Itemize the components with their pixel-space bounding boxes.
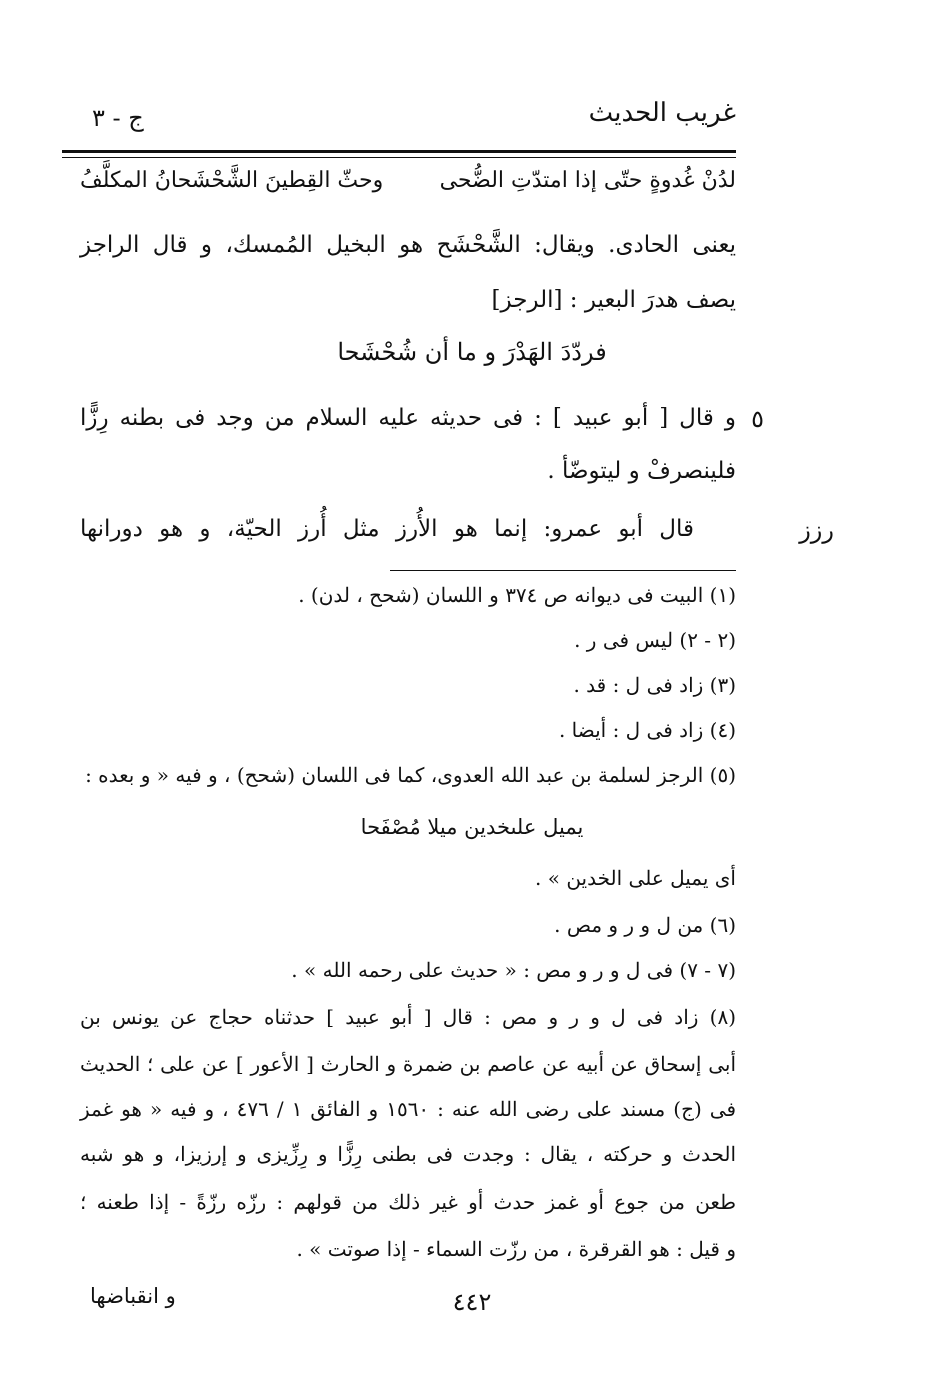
body-line: يعنى الحادى. ويقال: الشَّحْشَح هو البخيل المُمسك، و قال الراجز (80, 232, 736, 258)
footnote: أى يميل على الخدين » . (535, 866, 736, 890)
volume-marker: ج - ٣ (92, 104, 144, 132)
header-rule-thin (62, 157, 736, 158)
body-line: قال أبو عمرو: إنما هو الأُرز مثل أُرز الحيّة، و هو دورانها (80, 516, 694, 542)
footnote: أبى إسحاق عن أبيه عن عاصم بن ضمرة و الحارث [ الأعور ] عن على ؛ الحديث (80, 1052, 736, 1076)
body-line: فلينصرفْ و ليتوضّأ . (547, 458, 736, 484)
centered-verse: فردّدَ الهَدْرَ و ما أن شُحْشَحا (337, 338, 607, 366)
header-rule-thick (62, 150, 736, 153)
footnote: فى (ج) مسند على رضى الله عنه : ١٥٦٠ و الفائق ١ / ٤٧٦ ، و فيه « هو غمز (80, 1097, 737, 1121)
running-title: غريب الحديث (588, 98, 736, 128)
footnote: و قيل : هو القرقرة ، من رزّت السماء - إذا صوتت » . (296, 1237, 736, 1261)
margin-line-number: ٥ (751, 405, 764, 433)
footnote: طعن من جوع أو غمز حدث أو غير ذلك من قولهم : رزّه رزّةً - إذا طعنه ؛ (80, 1190, 736, 1214)
verse-hemistich-first: لدُنْ غُدوةٍ حتّى إذا امتدّتِ الضُّحى (439, 168, 736, 193)
footnote: (٢ - ٢) ليس فى ر . (574, 628, 736, 652)
page-number: ٤٤٢ (452, 1288, 492, 1316)
footnote: (٧ - ٧) فى ل و ر و مص : « حديث على رحمه الله » . (291, 958, 736, 982)
footnote: (٨) زاد فى ل و ر و مص : قال [ أبو عبيد ] حدثناه حجاج عن يونس بن (80, 1005, 736, 1029)
footnote: (٦) من ل و ر و مص . (554, 913, 736, 937)
verse-hemistich-second: وحثّ القِطينَ الشَّحْشَحانُ المكلَّفُ (80, 168, 384, 193)
footnote: الحدث و حركته ، يقال : وجدت فى بطنى رِزًّا و رِزِّيزى و إرزيزا، و هو شبه (80, 1142, 736, 1166)
catchword: و انقباضها (90, 1284, 176, 1308)
footnote: (١) البيت فى ديوانه ص ٣٧٤ و اللسان (شحح ، لدن) . (298, 583, 736, 607)
footnote: (٣) زاد فى ل : قد . (573, 673, 736, 697)
footnote: (٥) الرجز لسلمة بن عبد الله العدوى، كما فى اللسان (شحح) ، و فيه « و بعده : (85, 763, 736, 787)
footnote-separator (390, 570, 736, 571)
margin-root-word: رزز (799, 516, 834, 544)
body-line: يصف هدرَ البعير : [الرجز] (491, 287, 736, 313)
footnote: (٤) زاد فى ل : أيضا . (558, 718, 736, 742)
body-line: و قال [ أبو عبيد ] : فى حديثه عليه السلام من وجد فى بطنه رِزًّا (80, 405, 736, 431)
footnote-verse: يميل علىخدين ميلا مُصْفَحا (360, 815, 584, 839)
